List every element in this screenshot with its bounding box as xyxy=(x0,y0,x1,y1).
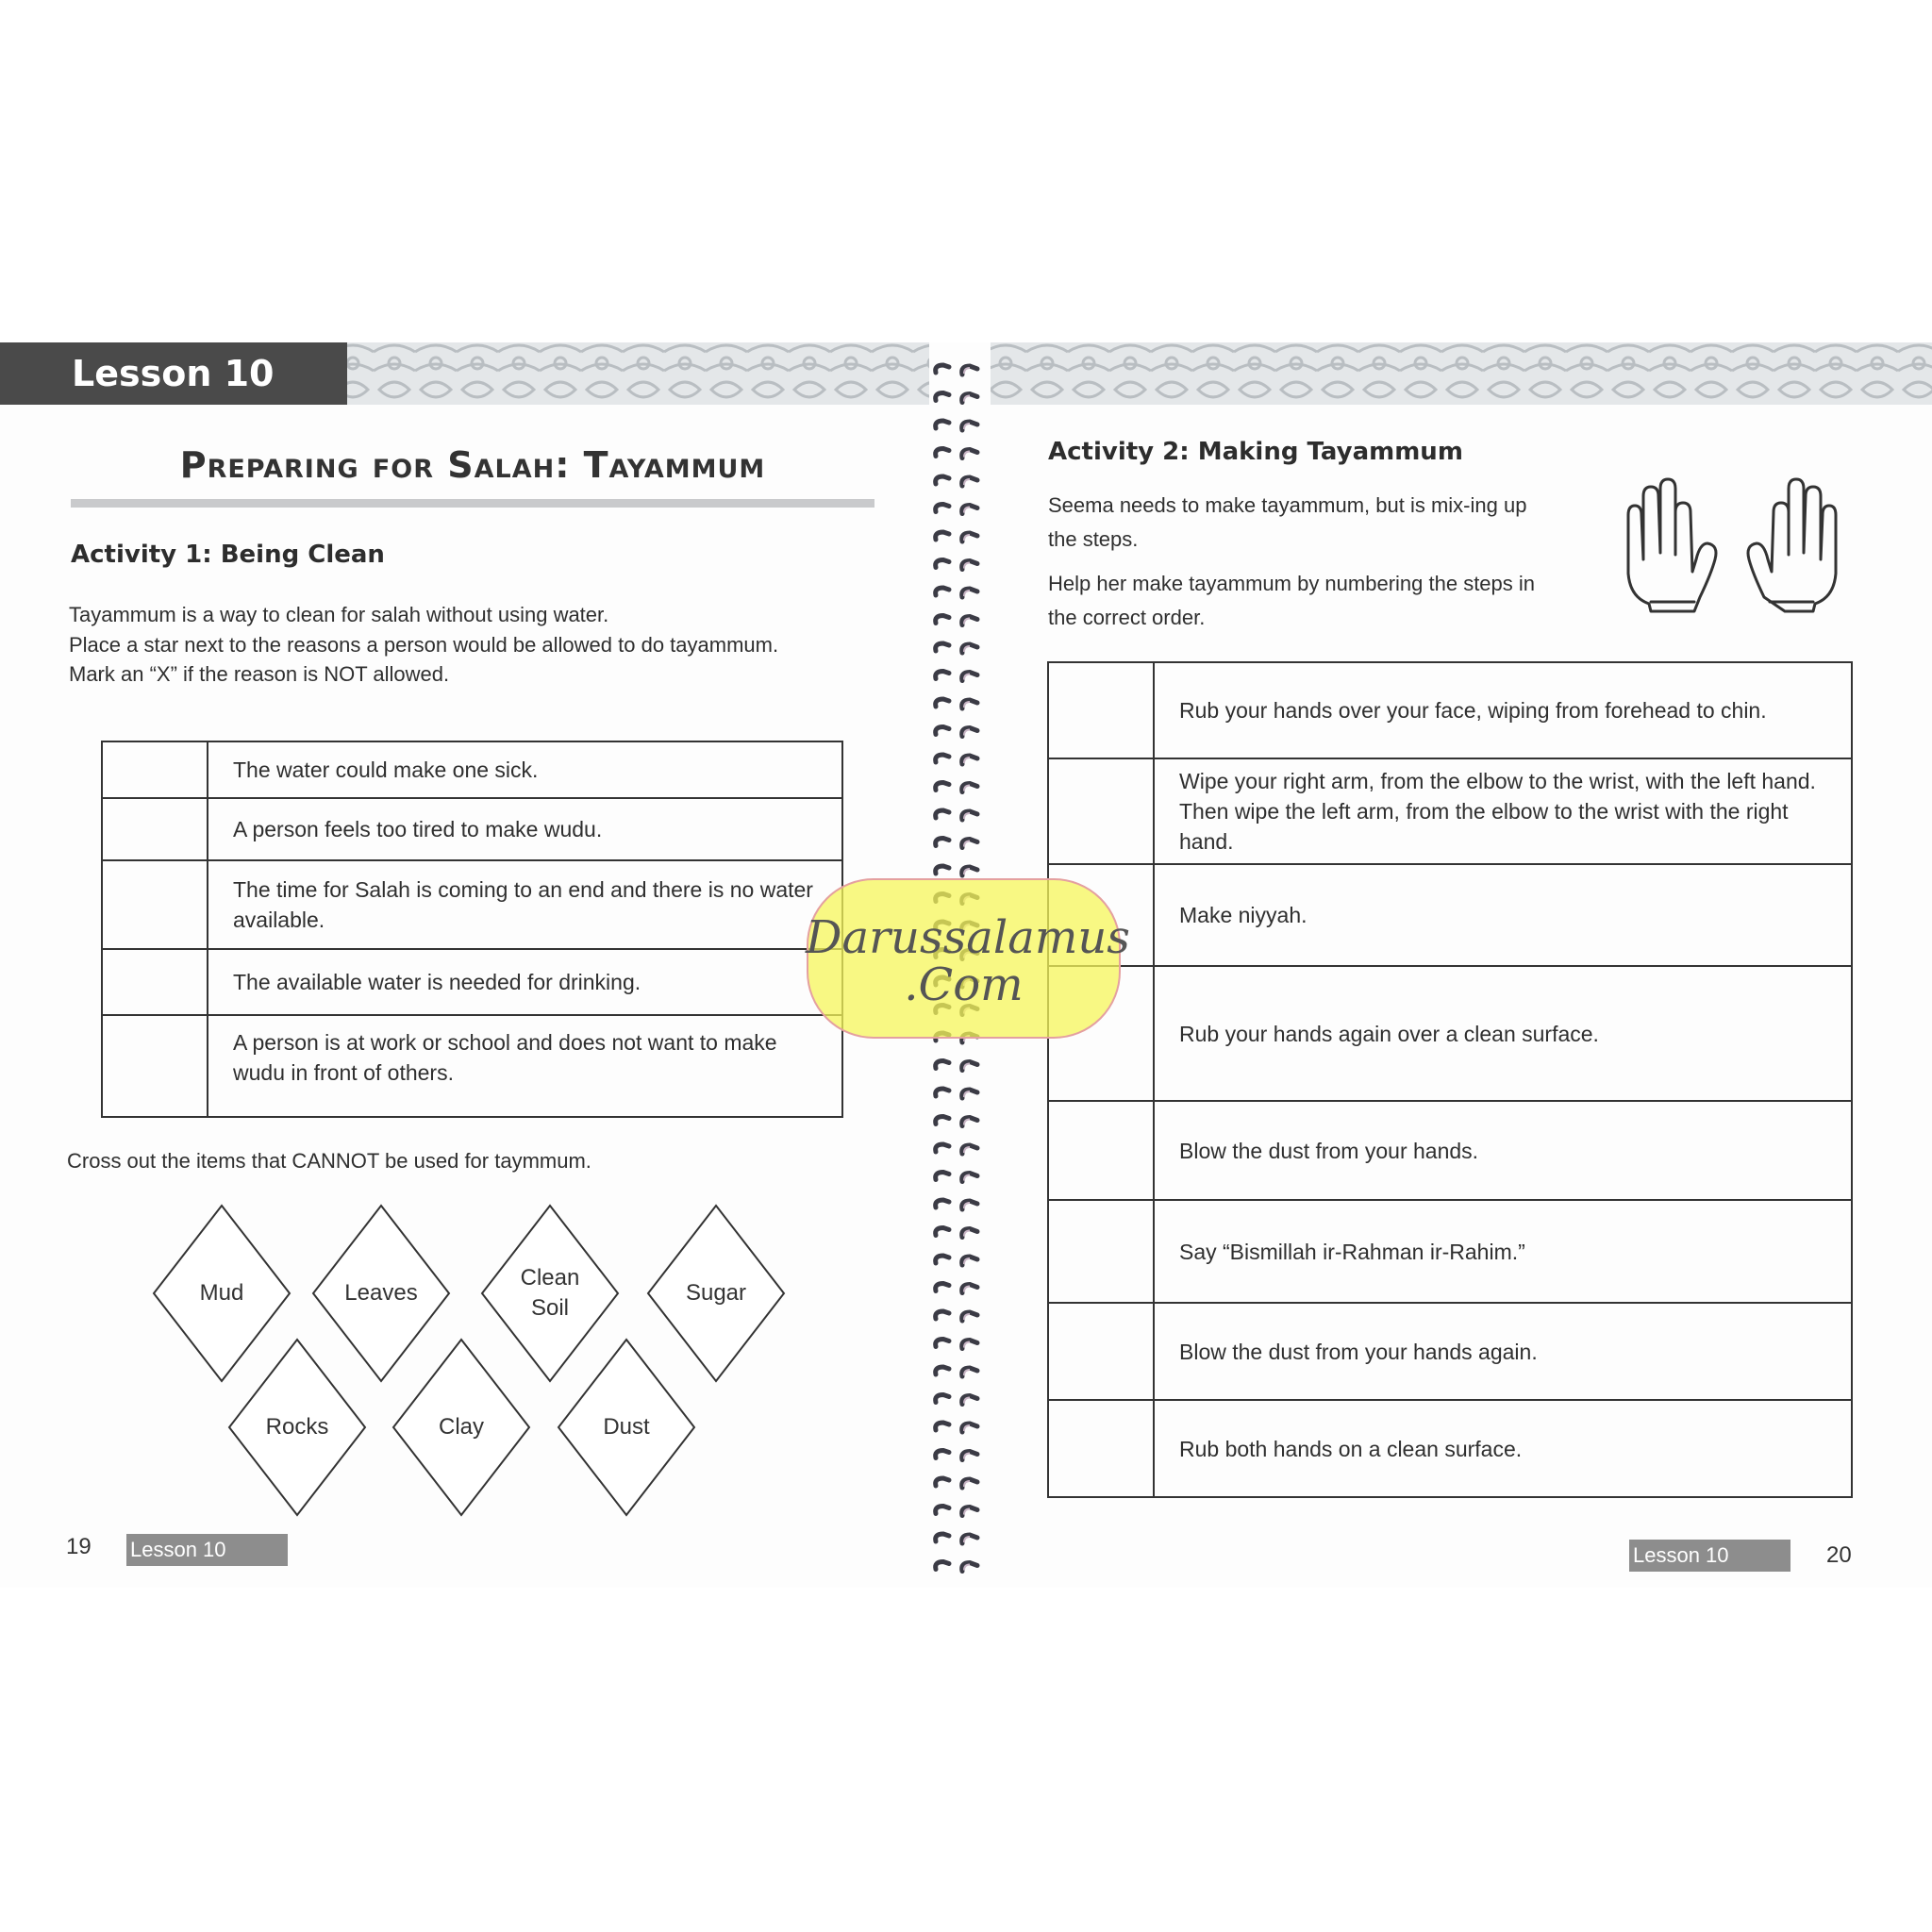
activity1-instruction-star: Place a star next to the reasons a person would be allowed to do tayammum. xyxy=(69,633,779,657)
diamond-label: Mud xyxy=(199,1280,244,1306)
step-text: Make niyyah. xyxy=(1154,864,1852,966)
steps-table xyxy=(1047,661,1853,1498)
step-text: Blow the dust from your hands again. xyxy=(1154,1303,1852,1400)
table-row xyxy=(1048,758,1852,864)
step-number-cell[interactable] xyxy=(1048,1200,1154,1303)
page-number: 20 xyxy=(1826,1542,1852,1568)
ornament-border-right xyxy=(943,342,1932,405)
reason-text: The time for Salah is coming to an end and there is no water available. xyxy=(208,860,842,949)
reason-text: The available water is needed for drinking. xyxy=(208,949,842,1015)
answer-cell[interactable] xyxy=(102,1015,208,1117)
table-row xyxy=(102,798,842,860)
step-text: Rub both hands on a clean surface. xyxy=(1154,1400,1852,1497)
activity1-intro: Tayammum is a way to clean for salah without using water. xyxy=(69,603,609,626)
reason-text: A person is at work or school and does not want to make wudu in front of others. xyxy=(208,1015,842,1117)
praying-hands-icon xyxy=(1609,470,1845,621)
activity1-heading: Activity 1: Being Clean xyxy=(71,541,385,569)
table-row xyxy=(1048,864,1852,966)
activity2-intro: Seema needs to make tayammum, but is mix-ing up the steps. xyxy=(1048,493,1527,551)
step-number-cell[interactable] xyxy=(1048,1303,1154,1400)
diamond-label: Clean Soil xyxy=(520,1265,580,1321)
diamond-item[interactable] xyxy=(557,1338,696,1517)
answer-cell[interactable] xyxy=(102,860,208,949)
diamond-label: Rocks xyxy=(265,1414,329,1440)
table-row xyxy=(1048,1101,1852,1200)
step-text: Rub your hands over your face, wiping from forehead to chin. xyxy=(1154,662,1852,758)
diamond-item[interactable] xyxy=(391,1338,531,1517)
step-number-cell[interactable] xyxy=(1048,758,1154,864)
table-row xyxy=(1048,662,1852,758)
book-spread xyxy=(0,342,1932,1588)
table-row xyxy=(102,1015,842,1117)
diamond-label: Clay xyxy=(438,1414,484,1440)
table-row xyxy=(102,949,842,1015)
step-number-cell[interactable] xyxy=(1048,1400,1154,1497)
diamond-label: Dust xyxy=(603,1414,650,1440)
activity1-instruction-x: Mark an “X” if the reason is NOT allowed. xyxy=(69,662,450,686)
table-row xyxy=(102,741,842,798)
table-row xyxy=(1048,1400,1852,1497)
diamond-label: Leaves xyxy=(344,1280,418,1306)
diamond-label: Sugar xyxy=(685,1280,747,1306)
footer-lesson-tab: Lesson 10 xyxy=(1629,1540,1790,1572)
step-number-cell[interactable] xyxy=(1048,662,1154,758)
reason-text: The water could make one sick. xyxy=(208,741,842,798)
left-page xyxy=(0,342,929,1588)
step-text: Wipe your right arm, from the elbow to the wrist, with the left hand. Then wipe the left arm, from the elbow to the wrist with the right hand. xyxy=(1154,758,1852,864)
watermark-line1: Darussalamus xyxy=(806,911,1130,964)
lesson-tab: Lesson 10 xyxy=(0,342,347,405)
step-number-cell[interactable] xyxy=(1048,1101,1154,1200)
answer-cell[interactable] xyxy=(102,949,208,1015)
table-row xyxy=(1048,966,1852,1101)
reason-text: A person feels too tired to make wudu. xyxy=(208,798,842,860)
watermark-line2: .Com xyxy=(904,958,1024,1011)
title-divider xyxy=(71,499,874,508)
table-row xyxy=(102,860,842,949)
table-row xyxy=(1048,1303,1852,1400)
step-text: Rub your hands again over a clean surface. xyxy=(1154,966,1852,1101)
step-text: Blow the dust from your hands. xyxy=(1154,1101,1852,1200)
diamond-item[interactable] xyxy=(227,1338,367,1517)
watermark xyxy=(806,877,1130,1040)
table-row xyxy=(1048,1200,1852,1303)
page-title: Preparing for Salah: Tayammum xyxy=(179,444,766,486)
answer-cell[interactable] xyxy=(102,741,208,798)
reasons-table xyxy=(101,741,843,1118)
page-number: 19 xyxy=(66,1534,92,1559)
step-text: Say “Bismillah ir-Rahman ir-Rahim.” xyxy=(1154,1200,1852,1303)
answer-cell[interactable] xyxy=(102,798,208,860)
activity2-heading: Activity 2: Making Tayammum xyxy=(1048,438,1463,466)
footer-lesson-tab: Lesson 10 xyxy=(126,1534,288,1566)
activity2-instruction: Help her make tayammum by numbering the steps in the correct order. xyxy=(1048,572,1536,629)
cross-out-instruction: Cross out the items that CANNOT be used for taymmum. xyxy=(67,1149,591,1173)
